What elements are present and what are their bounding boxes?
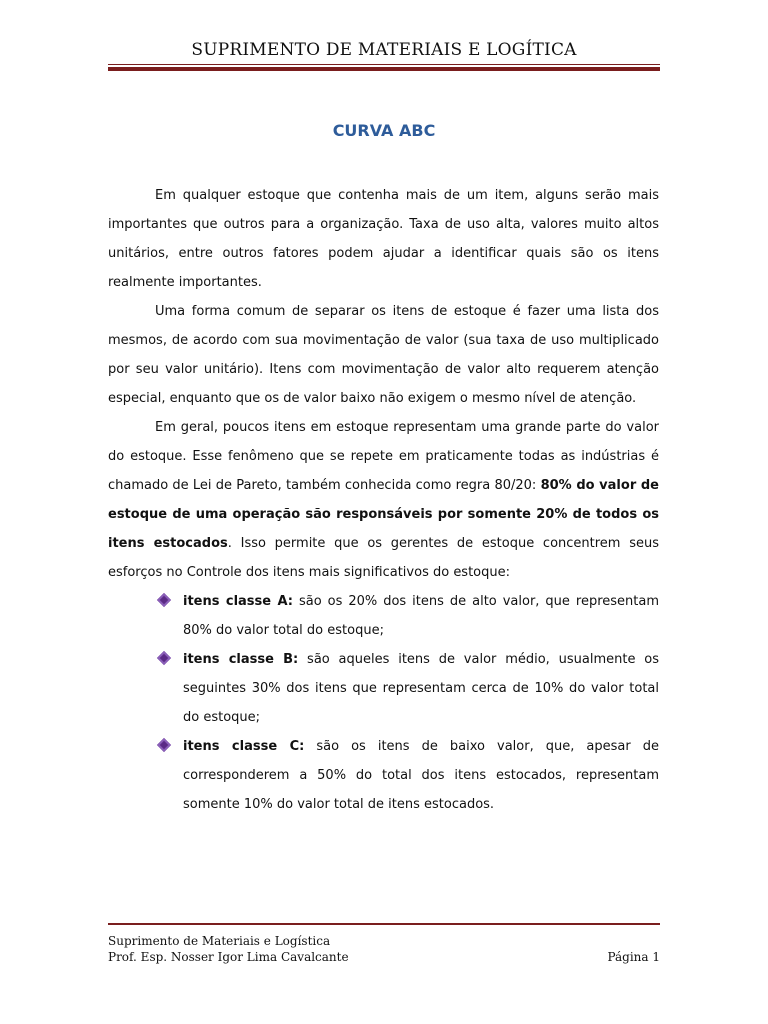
page-number: Página 1 xyxy=(607,950,660,964)
bullet-text-a: são os 20% dos itens de alto valor, que representam 80% do valor total do estoque; xyxy=(183,594,659,638)
bullet-label-a: itens classe A: xyxy=(183,594,293,609)
paragraph-pareto xyxy=(108,413,659,587)
pareto-outro: . Isso permite que os gerentes de estoque concentrem seus esforços no Controle dos itens mais significativos do estoque: xyxy=(108,536,659,580)
footer-author-row xyxy=(108,950,660,964)
bullet-label-b: itens classe B: xyxy=(183,652,299,667)
document-body xyxy=(108,181,659,819)
diamond-bullet-icon xyxy=(157,738,171,752)
class-bullet-list xyxy=(108,587,659,819)
bullet-class-c xyxy=(183,732,659,819)
paragraph-1: Em qualquer estoque que contenha mais de um item, alguns serão mais importantes que outros para a organização. Taxa de uso alta, valores muito altos unitários, entre outros fatores podem ajudar a identificar quais são os itens realmente importantes. xyxy=(108,188,659,290)
bullet-text-c: são os itens de baixo valor, que, apesar de corresponderem a 50% do total dos itens estocados, representam somente 10% do valor total de itens estocados. xyxy=(183,739,659,812)
bullet-class-b xyxy=(183,645,659,732)
header-divider-thick xyxy=(108,67,660,71)
document-title: CURVA ABC xyxy=(332,121,436,140)
header-divider-thin xyxy=(108,64,660,65)
paragraph-2: Uma forma comum de separar os itens de estoque é fazer uma lista dos mesmos, de acordo com sua movimentação de valor (sua taxa de uso multiplicado por seu valor unitário). Itens com movimentação de valor alto requerem atenção especial, enquanto que os de valor baixo não exigem o mesmo nível de atenção. xyxy=(108,304,659,406)
diamond-bullet-icon xyxy=(157,651,171,665)
footer-divider xyxy=(108,923,660,925)
pareto-intro: Em geral, poucos itens em estoque representam uma grande parte do valor do estoque. Esse fenômeno que se repete em praticamente todas as indústrias é chamado de Lei de Pareto, também conhecida como regra 80/20: xyxy=(108,420,659,493)
header-title: SUPRIMENTO DE MATERIAIS E LOGÍTICA xyxy=(191,40,577,60)
bullet-label-c: itens classe C: xyxy=(183,739,305,754)
pareto-rule-bold: 80% do valor de estoque de uma operação são responsáveis por somente 20% de todos os itens estocados xyxy=(108,478,659,551)
footer-author: Prof. Esp. Nosser Igor Lima Cavalcante xyxy=(108,950,349,964)
bullet-class-a xyxy=(183,587,659,645)
footer-course: Suprimento de Materiais e Logística xyxy=(108,934,331,948)
diamond-bullet-icon xyxy=(157,593,171,607)
bullet-text-b: são aqueles itens de valor médio, usualmente os seguintes 30% dos itens que representam cerca de 10% do valor total do estoque; xyxy=(183,652,659,725)
